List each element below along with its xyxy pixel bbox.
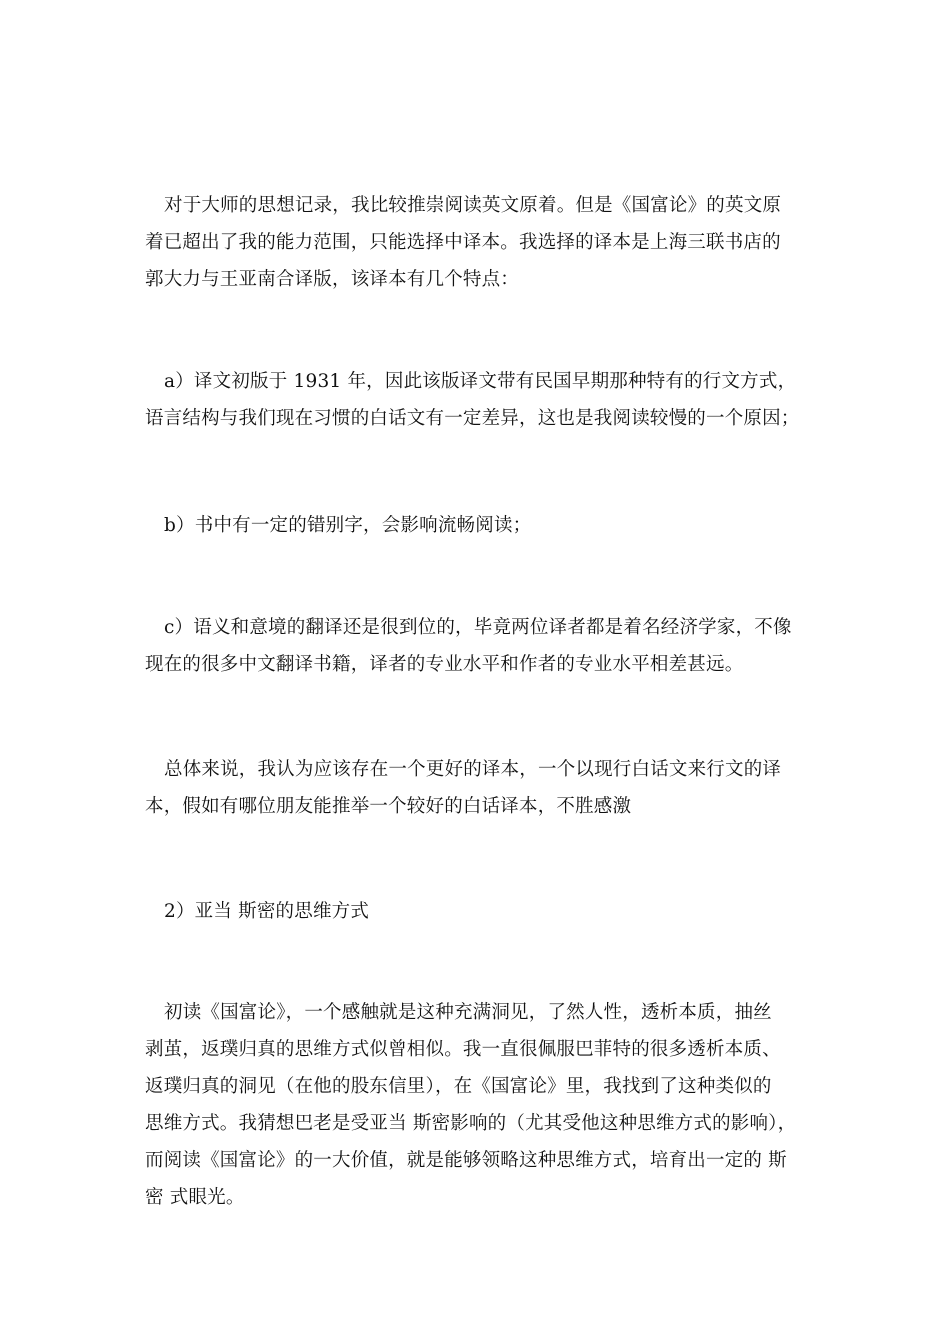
text-line: 而阅读《国富论》的一大价值，就是能够领略这种思维方式，培育出一定的 斯 [145, 1150, 787, 1171]
text-line: 语言结构与我们现在习惯的白话文有一定差异，这也是我阅读较慢的一个原因； [145, 408, 800, 429]
paragraph-summary [145, 751, 810, 825]
text-line: a）译文初版于 1931 年，因此该版译文带有民国早期那种特有的行文方式， [164, 371, 797, 392]
text-line: 2）亚当 斯密的思维方式 [164, 901, 370, 922]
text-line: 现在的很多中文翻译书籍，译者的专业水平和作者的专业水平相差甚远。 [145, 654, 744, 675]
text-line: 着已超出了我的能力范围，只能选择中译本。我选择的译本是上海三联书店的 [145, 232, 781, 253]
paragraph-thinking [145, 994, 810, 1216]
paragraph-intro [145, 187, 810, 298]
text-line: 本，假如有哪位朋友能推举一个较好的白话译本，不胜感激 [145, 796, 632, 817]
text-line: 思维方式。我猜想巴老是受亚当 斯密影响的（尤其受他这种思维方式的影响）， [145, 1113, 797, 1134]
paragraph-item-a [145, 363, 810, 437]
text-line: 返璞归真的洞见（在他的股东信里），在《国富论》里，我找到了这种类似的 [145, 1076, 772, 1097]
paragraph-item-b [145, 507, 810, 544]
text-line: 总体来说，我认为应该存在一个更好的译本，一个以现行白话文来行文的译 [164, 759, 782, 780]
text-line: 密 式眼光。 [145, 1187, 245, 1208]
paragraph-item-c [145, 609, 810, 683]
text-line: 初读《国富论》，一个感触就是这种充满洞见，了然人性，透析本质，抽丝 [164, 1002, 772, 1023]
section-heading [145, 893, 810, 930]
text-line: c）语义和意境的翻译还是很到位的，毕竟两位译者都是着名经济学家，不像 [164, 617, 792, 638]
text-line: 剥茧，返璞归真的思维方式似曾相似。我一直很佩服巴菲特的很多透析本质、 [145, 1039, 781, 1060]
text-line: 对于大师的思想记录，我比较推崇阅读英文原着。但是《国富论》的英文原 [164, 195, 782, 216]
text-line: 郭大力与王亚南合译版，该译本有几个特点： [145, 269, 520, 290]
text-line: b）书中有一定的错别字，会影响流畅阅读； [164, 515, 532, 536]
